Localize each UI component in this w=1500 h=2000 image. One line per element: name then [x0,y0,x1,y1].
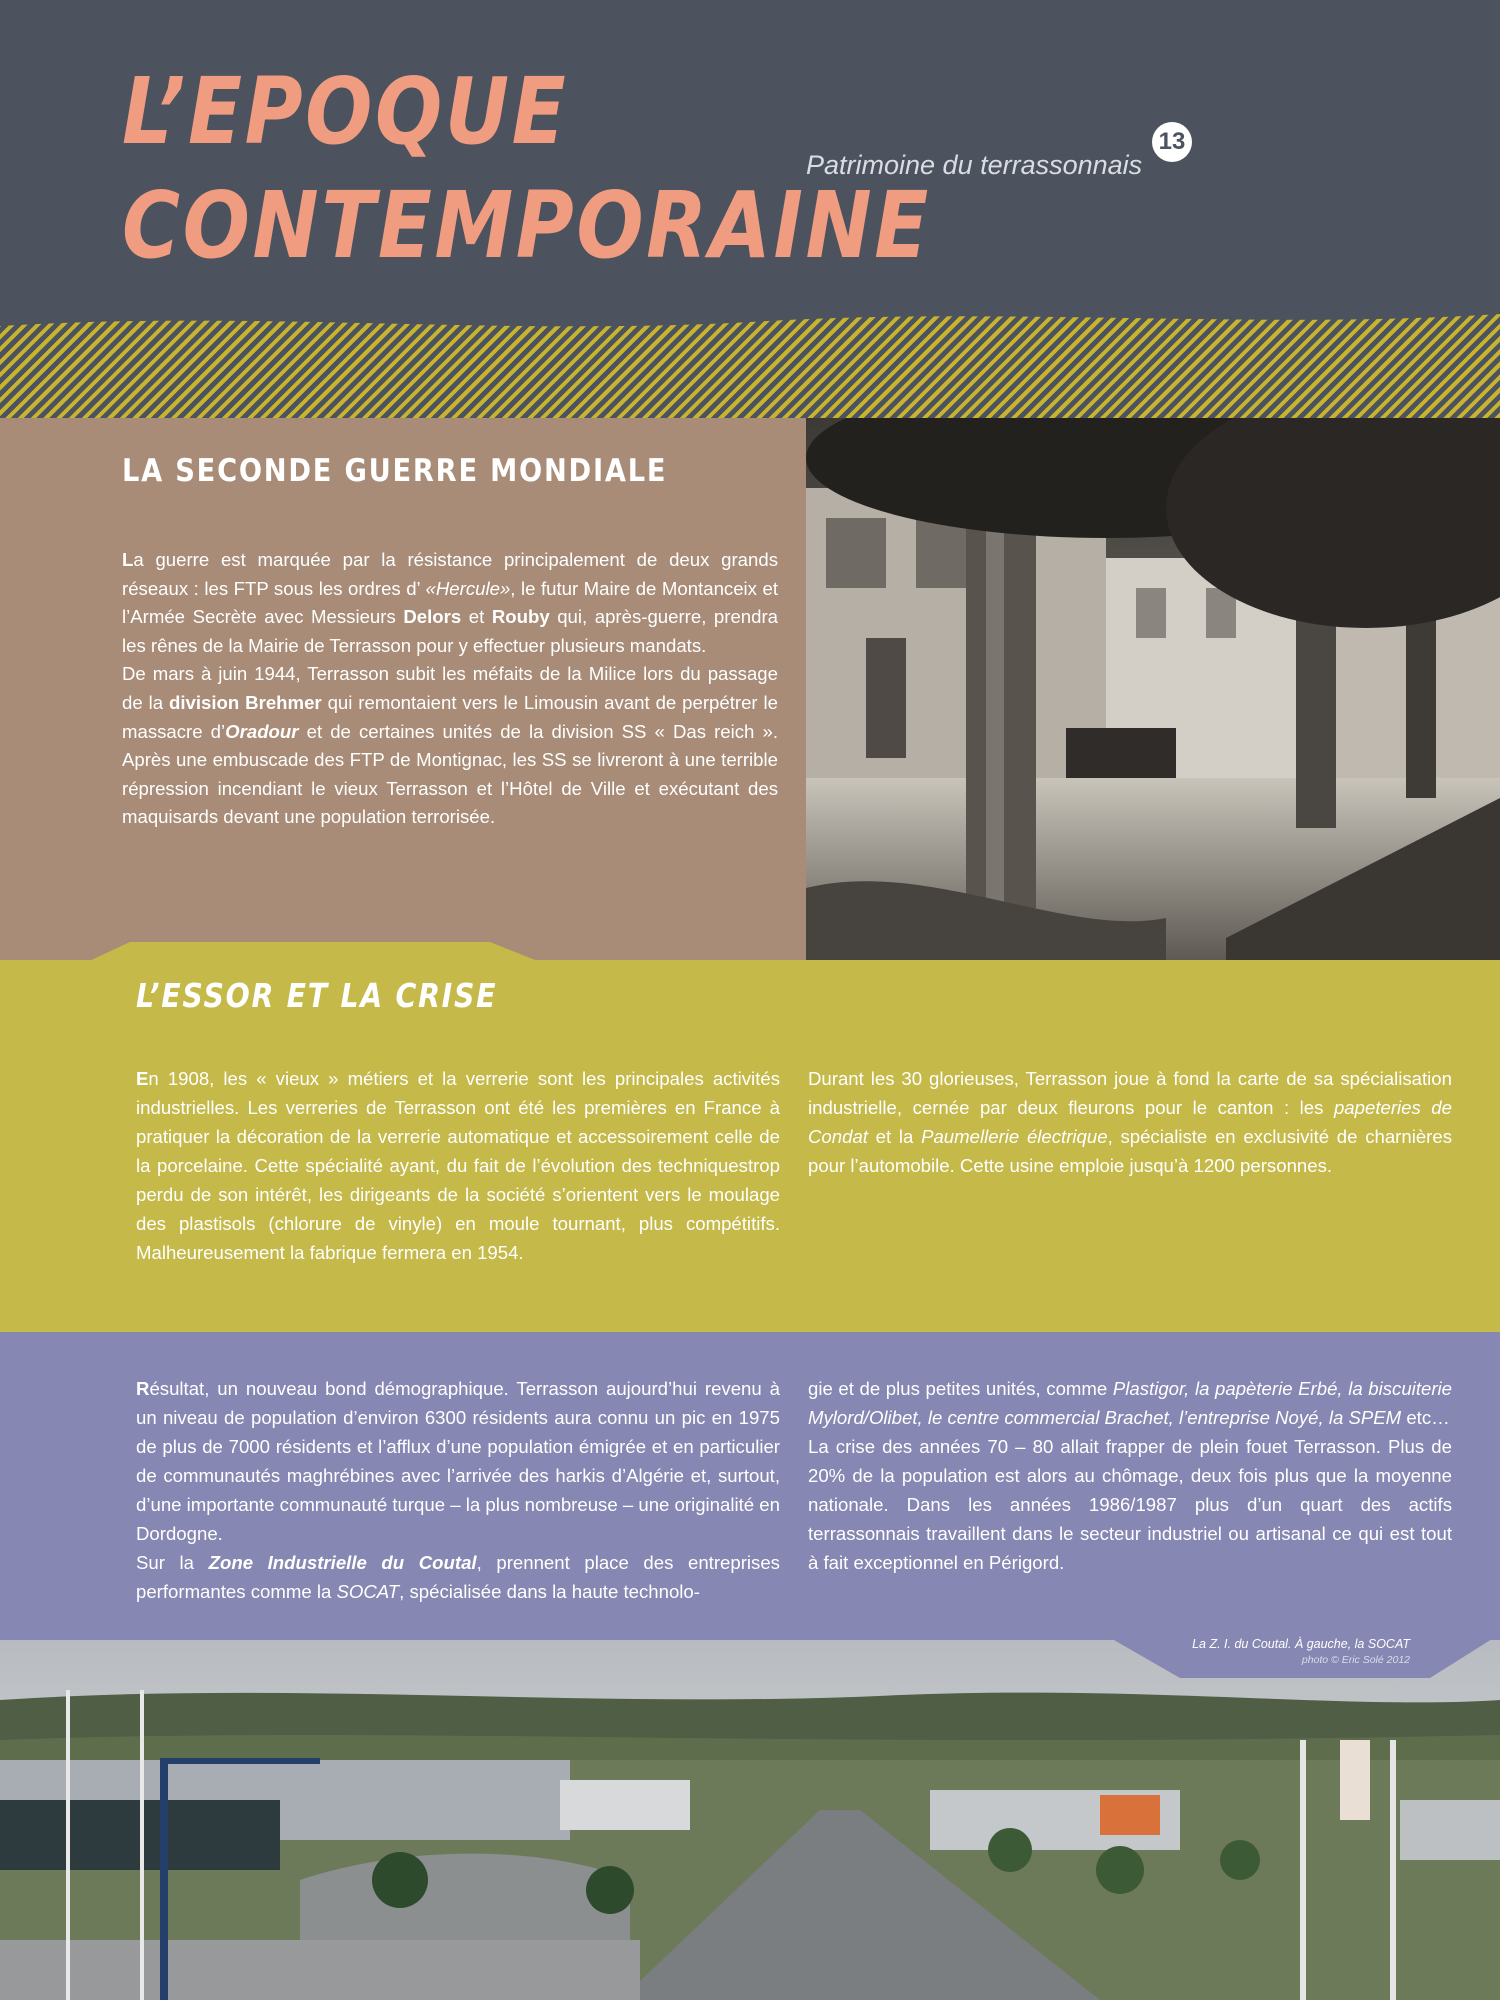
ww2-paragraph-1 [122,546,778,660]
text-run: De mars à juin 1944, Terrasson subit les méfaits de la Milice lors du passage de la [122,663,778,713]
page-number-badge: 13 [1152,122,1192,162]
text-run: a guerre est marquée par la résistance principalement de deux grands réseaux : les FTP sous les ordres d’ [122,549,778,599]
text-run: n 1908, les « vieux » métiers et la verrerie sont les principales activités industrielles. Les verreries de Terrasson ont été les premières en France à pratiquer la décoration de la verrerie automatique et accessoirement celle de la porcelaine. Cette spécialité ayant, du fait de l’évolution des techniquestrop perdu de son intérêt, les dirigeants de la société s’orientent vers le moulage des plastisols (chlorure de vinyle) en moule tournant, plus compétitifs. Malheureusement la fabrique fermera en 1954. [136,1068,780,1263]
text-run: ésultat, un nouveau bond démographique. Terrasson aujourd’hui revenu à un niveau de population d’environ 6300 résidents aura connu un pic en 1975 de plus de 7000 résidents et l’afflux d’une population émigrée et en particulier de communautés maghrébines avec l’arrivée des harkis d’Algérie et, surtout, d’une importante communauté turque – la plus nombreuse – une originalité en Dordogne. [136,1378,780,1544]
crise-right-column [808,1374,1452,1577]
zi-photo-caption [1100,1636,1410,1668]
wave-divider [0,300,1500,360]
text-run: E [136,1068,149,1089]
text-run: qui remontaient vers le Limousin avant de perpétrer le massacre d’ [122,691,778,742]
text-run: Plastigor, la papèterie Erbé, la biscuiterie Mylord/Olibet, le centre commercial Brachet, l’entreprise Noyé, la SPEM [808,1378,1452,1428]
text-run: Oradour [225,720,299,742]
essor-left-column [136,1064,780,1267]
text-run: , spécialisée dans la haute technolo- [399,1581,700,1602]
text-run: R [136,1378,150,1399]
text-run: , spécialiste en exclusivité de charnières pour l’automobile. Cette usine emploie jusqu’à 1200 personnes. [808,1126,1453,1176]
text-run: Sur la [136,1552,209,1573]
text-run: SOCAT [336,1581,400,1602]
essor-right-column [808,1064,1452,1180]
text-run: papeteries de Condat [808,1097,1452,1147]
text-run: «Hercule» [425,577,511,599]
text-run: Paumellerie électrique [921,1126,1108,1147]
text-run: qui, après-guerre, prendra les rênes de la Mairie de Terrasson pour y effectuer plusieurs mandats. [122,606,778,656]
text-run: et [461,606,492,628]
text-run: La crise des années 70 – 80 allait frapper de plein fouet Terrasson. Plus de 20% de la population est alors au chômage, deux fois plus que la moyenne nationale. Dans les années 1986/1987 plus d’un quart des actifs terrassonnais travaillent dans le secteur industriel ou artisanal ce qui est tout à fait exceptionnel en Périgord. [808,1436,1452,1573]
text-run: Delors [403,606,462,628]
crise-left-column [136,1374,780,1606]
text-run: et la [867,1126,922,1147]
page-title-line1: L’EPOQUE [122,58,569,165]
ww2-street-photo [806,418,1500,968]
header-band [0,0,1500,330]
text-run: etc… [1401,1407,1450,1428]
text-run: Rouby [491,606,550,628]
ww2-paragraph-2 [122,660,778,832]
essor-tab-shape [0,940,806,970]
text-run: , prennent place des entreprises performantes comme la [136,1552,780,1602]
essor-heading: L’ESSOR ET LA CRISE [136,976,498,1015]
page-title-line2: CONTEMPORAINE [122,172,931,279]
text-run: L [122,549,134,570]
text-run: division Brehmer [169,691,322,713]
zi-caption-title: La Z. I. du Coutal. À gauche, la SOCAT [1192,1637,1410,1651]
page-subtitle: Patrimoine du terrassonnais [806,150,1143,180]
text-run: Durant les 30 glorieuses, Terrasson joue à fond la carte de sa spécialisation industrielle, cernée par deux fleurons pour le canton : les [808,1068,1452,1118]
text-run: et de certaines unités de la division SS « Das reich ». Après une embuscade des FTP de Montignac, les SS se livreront à une terrible répression incendiant le vieux Terrasson et l’Hôtel de Ville et exécutant des maquisards devant une population terrorisée. [122,720,778,828]
zi-caption-credit: photo © Eric Solé 2012 [1301,1654,1410,1666]
text-run: gie et de plus petites unités, comme [808,1378,1113,1399]
text-run: Zone Industrielle du Coutal [208,1552,477,1573]
ww2-heading: LA SECONDE GUERRE MONDIALE [122,453,668,489]
ww2-body [122,546,778,832]
text-run: , le futur Maire de Montanceix et l’Armée Secrète avec Messieurs [122,577,778,628]
industrial-zone-photo [0,1640,1500,2000]
